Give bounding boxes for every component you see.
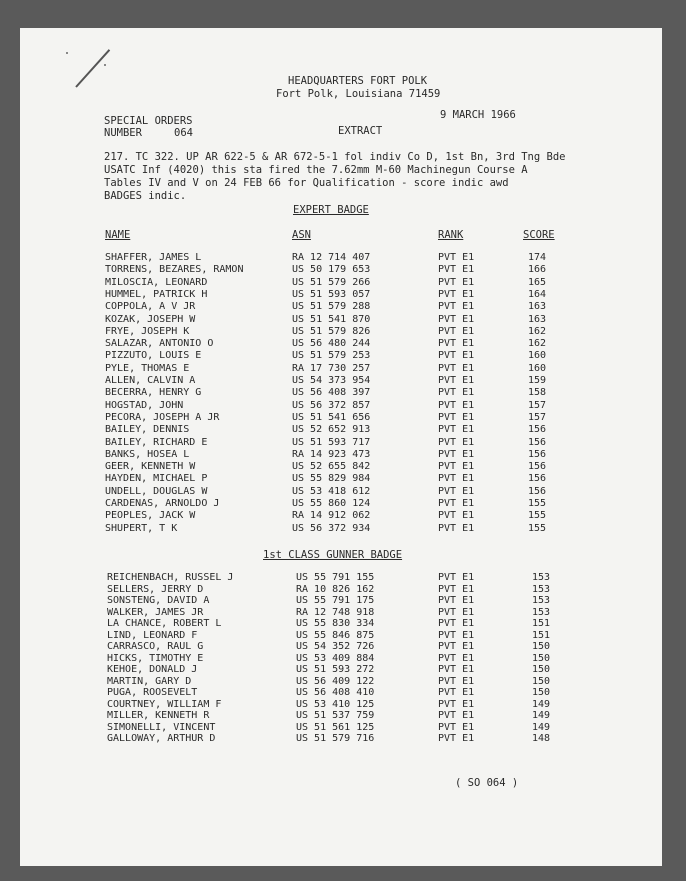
cell-score: 158: [528, 387, 547, 399]
cell-rank: PVT E1: [438, 313, 475, 325]
cell-score: 150: [532, 687, 551, 698]
table-row: [20, 607, 662, 619]
table-row: [20, 699, 662, 711]
cell-rank: PVT E1: [438, 522, 475, 534]
cell-score: 153: [532, 595, 551, 606]
cell-score: 149: [532, 698, 551, 710]
cell-score: 160: [528, 350, 547, 362]
cell-name: PIZZUTO, LOUIS E: [105, 350, 202, 362]
number-value: 064: [174, 127, 193, 139]
cell-score: 150: [532, 641, 551, 652]
cell-rank: PVT E1: [438, 276, 475, 288]
cell-asn: US 54 352 726: [296, 641, 375, 652]
cell-score: 166: [528, 264, 547, 276]
footer-reference: ( SO 064 ): [455, 777, 519, 789]
cell-score: 150: [532, 664, 551, 675]
table-row: [20, 486, 662, 498]
cell-asn: US 51 579 266: [292, 276, 371, 288]
cell-score: 164: [528, 288, 547, 300]
cell-score: 163: [528, 313, 547, 325]
cell-name: GEER, KENNETH W: [105, 461, 196, 473]
cell-rank: PVT E1: [438, 375, 475, 386]
cell-asn: US 53 410 125: [296, 698, 375, 710]
cell-asn: RA 12 748 918: [296, 606, 375, 618]
cell-asn: US 55 860 124: [292, 498, 371, 509]
cell-name: SONSTENG, DAVID A: [107, 595, 210, 606]
table-row: [20, 473, 662, 485]
table-row: [20, 618, 662, 630]
expert-badge-title: EXPERT BADGE: [293, 204, 369, 216]
table-row: [20, 338, 662, 350]
number-label: NUMBER: [104, 127, 142, 139]
col-header-rank: RANK: [438, 229, 464, 241]
table-row: [20, 664, 662, 676]
table-row: [20, 301, 662, 313]
cell-rank: PVT E1: [438, 595, 475, 606]
cell-rank: PVT E1: [438, 698, 475, 710]
cell-score: 159: [528, 375, 547, 386]
document-page: [20, 28, 662, 866]
cell-rank: PVT E1: [438, 641, 475, 652]
table-row: [20, 722, 662, 734]
cell-rank: PVT E1: [438, 618, 475, 629]
cell-rank: PVT E1: [438, 473, 475, 485]
cell-name: REICHENBACH, RUSSEL J: [107, 572, 234, 583]
cell-name: SELLERS, JERRY D: [107, 583, 204, 595]
cell-rank: PVT E1: [438, 652, 475, 664]
cell-asn: US 54 373 954: [292, 375, 371, 386]
special-orders-label: SPECIAL ORDERS: [104, 115, 193, 127]
header-line2: Fort Polk, Louisiana 71459: [276, 88, 441, 100]
cell-rank: PVT E1: [438, 710, 475, 721]
cell-name: PECORA, JOSEPH A JR: [105, 411, 220, 423]
cell-asn: US 56 372 934: [292, 522, 371, 534]
table-row: [20, 461, 662, 473]
table-row: [20, 510, 662, 522]
cell-name: KEHOE, DONALD J: [107, 664, 198, 675]
cell-name: HUMMEL, PATRICK H: [105, 288, 208, 300]
cell-score: 163: [528, 301, 547, 313]
cell-asn: US 55 791 155: [296, 572, 375, 583]
cell-asn: US 51 593 272: [296, 664, 375, 675]
cell-rank: PVT E1: [438, 498, 475, 509]
table-row: [20, 523, 662, 535]
table-row: [20, 277, 662, 289]
cell-rank: PVT E1: [438, 485, 475, 497]
cell-name: CARRASCO, RAUL G: [107, 641, 204, 652]
cell-score: 155: [528, 510, 547, 522]
table-row: [20, 326, 662, 338]
cell-name: SHAFFER, JAMES L: [105, 252, 202, 263]
cell-rank: PVT E1: [438, 510, 475, 522]
table-row: [20, 653, 662, 665]
cell-rank: PVT E1: [438, 424, 475, 436]
table-row: [20, 572, 662, 584]
cell-rank: PVT E1: [438, 675, 475, 687]
cell-asn: RA 14 923 473: [292, 448, 371, 460]
table-row: [20, 498, 662, 510]
cell-rank: PVT E1: [438, 687, 475, 698]
cell-name: BAILEY, DENNIS: [105, 424, 190, 436]
cell-score: 156: [528, 448, 547, 460]
cell-asn: US 56 408 410: [296, 687, 375, 698]
cell-name: SHUPERT, T K: [105, 522, 178, 534]
col-header-name: NAME: [105, 229, 131, 241]
cell-score: 155: [528, 498, 547, 509]
table-row: [20, 314, 662, 326]
cell-rank: PVT E1: [438, 338, 475, 350]
cell-name: HICKS, TIMOTHY E: [107, 652, 204, 664]
cell-score: 156: [528, 473, 547, 485]
cell-score: 148: [532, 733, 551, 744]
cell-name: BECERRA, HENRY G: [105, 387, 202, 399]
cell-asn: RA 10 826 162: [296, 583, 375, 595]
cell-score: 155: [528, 522, 547, 534]
cell-score: 162: [528, 325, 547, 337]
cell-rank: PVT E1: [438, 350, 475, 362]
cell-asn: RA 14 912 062: [292, 510, 371, 522]
cell-asn: US 56 480 244: [292, 338, 371, 350]
cell-asn: US 51 579 288: [292, 301, 371, 313]
cell-name: MILOSCIA, LEONARD: [105, 276, 208, 288]
cell-score: 150: [532, 675, 551, 687]
table-row: [20, 350, 662, 362]
cell-rank: PVT E1: [438, 461, 475, 473]
cell-name: CARDENAS, ARNOLDO J: [105, 498, 220, 509]
cell-score: 153: [532, 606, 551, 618]
cell-rank: PVT E1: [438, 264, 475, 276]
cell-name: COPPOLA, A V JR: [105, 301, 196, 313]
table-row: [20, 641, 662, 653]
cell-score: 153: [532, 572, 551, 583]
cell-score: 157: [528, 411, 547, 423]
paragraph-line1: 217. TC 322. UP AR 622-5 & AR 672-5-1 fol indiv Co D, 1st Bn, 3rd Tng Bde: [104, 151, 566, 163]
cell-name: PYLE, THOMAS E: [105, 362, 190, 374]
cell-rank: PVT E1: [438, 606, 475, 618]
speck: [104, 64, 106, 66]
cell-asn: US 51 541 656: [292, 411, 371, 423]
cell-name: ALLEN, CALVIN A: [105, 375, 196, 386]
cell-rank: PVT E1: [438, 664, 475, 675]
cell-asn: RA 17 730 257: [292, 362, 371, 374]
cell-asn: US 51 593 057: [292, 288, 371, 300]
table-row: [20, 733, 662, 745]
paragraph-line4: BADGES indic.: [104, 190, 187, 202]
cell-score: 153: [532, 583, 551, 595]
cell-rank: PVT E1: [438, 325, 475, 337]
cell-rank: PVT E1: [438, 733, 475, 744]
table-row: [20, 710, 662, 722]
cell-name: KOZAK, JOSEPH W: [105, 313, 196, 325]
pen-mark: [75, 49, 110, 87]
cell-name: PUGA, ROOSEVELT: [107, 687, 198, 698]
cell-name: TORRENS, BEZARES, RAMON: [105, 264, 244, 276]
header-line1: HEADQUARTERS FORT POLK: [288, 75, 428, 87]
cell-asn: US 51 579 253: [292, 350, 371, 362]
cell-asn: US 52 652 913: [292, 424, 371, 436]
cell-rank: PVT E1: [438, 629, 475, 641]
table-row: [20, 289, 662, 301]
table-row: [20, 400, 662, 412]
table-row: [20, 375, 662, 387]
cell-rank: PVT E1: [438, 362, 475, 374]
cell-rank: PVT E1: [438, 288, 475, 300]
cell-rank: PVT E1: [438, 448, 475, 460]
cell-score: 150: [532, 652, 551, 664]
cell-name: WALKER, JAMES JR: [107, 606, 204, 618]
table-row: [20, 584, 662, 596]
table-row: [20, 252, 662, 264]
table-row: [20, 437, 662, 449]
table-row: [20, 424, 662, 436]
paragraph-line2: USATC Inf (4020) this sta fired the 7.62mm M-60 Machinegun Course A: [104, 164, 528, 176]
cell-score: 151: [532, 629, 551, 641]
cell-name: SIMONELLI, VINCENT: [107, 721, 216, 733]
table-row: [20, 676, 662, 688]
order-date: 9 MARCH 1966: [440, 109, 516, 121]
cell-asn: US 52 655 842: [292, 461, 371, 473]
cell-name: HOGSTAD, JOHN: [105, 399, 184, 411]
cell-rank: PVT E1: [438, 252, 475, 263]
cell-name: LA CHANCE, ROBERT L: [107, 618, 222, 629]
cell-asn: US 51 579 716: [296, 733, 375, 744]
gunner-badge-title: 1st CLASS GUNNER BADGE: [263, 549, 403, 561]
cell-asn: RA 12 714 407: [292, 252, 371, 263]
cell-asn: US 53 418 612: [292, 485, 371, 497]
cell-rank: PVT E1: [438, 572, 475, 583]
col-header-score: SCORE: [523, 229, 555, 241]
cell-rank: PVT E1: [438, 399, 475, 411]
table-row: [20, 264, 662, 276]
extract-label: EXTRACT: [338, 125, 383, 137]
cell-rank: PVT E1: [438, 301, 475, 313]
cell-asn: US 55 830 334: [296, 618, 375, 629]
cell-asn: US 51 593 717: [292, 436, 371, 448]
cell-rank: PVT E1: [438, 583, 475, 595]
cell-score: 149: [532, 721, 551, 733]
table-row: [20, 363, 662, 375]
cell-score: 165: [528, 276, 547, 288]
cell-name: GALLOWAY, ARTHUR D: [107, 733, 216, 744]
table-row: [20, 595, 662, 607]
cell-asn: US 51 579 826: [292, 325, 371, 337]
table-row: [20, 412, 662, 424]
table-row: [20, 630, 662, 642]
cell-name: HAYDEN, MICHAEL P: [105, 473, 208, 485]
cell-score: 151: [532, 618, 551, 629]
cell-name: SALAZAR, ANTONIO O: [105, 338, 214, 350]
cell-score: 174: [528, 252, 547, 263]
cell-asn: US 51 537 759: [296, 710, 375, 721]
cell-score: 149: [532, 710, 551, 721]
cell-asn: US 51 561 125: [296, 721, 375, 733]
cell-asn: US 56 409 122: [296, 675, 375, 687]
table-row: [20, 687, 662, 699]
cell-name: FRYE, JOSEPH K: [105, 325, 190, 337]
cell-asn: US 50 179 653: [292, 264, 371, 276]
cell-rank: PVT E1: [438, 411, 475, 423]
cell-asn: US 53 409 884: [296, 652, 375, 664]
cell-name: COURTNEY, WILLIAM F: [107, 698, 222, 710]
cell-asn: US 56 372 857: [292, 399, 371, 411]
cell-score: 156: [528, 485, 547, 497]
cell-score: 160: [528, 362, 547, 374]
cell-asn: US 55 846 875: [296, 629, 375, 641]
cell-asn: US 56 408 397: [292, 387, 371, 399]
table-row: [20, 449, 662, 461]
cell-asn: US 51 541 870: [292, 313, 371, 325]
table-row: [20, 387, 662, 399]
cell-rank: PVT E1: [438, 387, 475, 399]
paragraph-line3: Tables IV and V on 24 FEB 66 for Qualification - score indic awd: [104, 177, 509, 189]
cell-score: 157: [528, 399, 547, 411]
cell-name: BANKS, HOSEA L: [105, 448, 190, 460]
col-header-asn: ASN: [292, 229, 311, 241]
cell-asn: US 55 791 175: [296, 595, 375, 606]
cell-name: LIND, LEONARD F: [107, 629, 198, 641]
cell-name: PEOPLES, JACK W: [105, 510, 196, 522]
cell-score: 156: [528, 424, 547, 436]
cell-name: MILLER, KENNETH R: [107, 710, 210, 721]
cell-score: 156: [528, 436, 547, 448]
cell-score: 156: [528, 461, 547, 473]
cell-rank: PVT E1: [438, 436, 475, 448]
cell-score: 162: [528, 338, 547, 350]
cell-name: UNDELL, DOUGLAS W: [105, 485, 208, 497]
speck: [66, 52, 68, 54]
cell-name: BAILEY, RICHARD E: [105, 436, 208, 448]
cell-asn: US 55 829 984: [292, 473, 371, 485]
cell-name: MARTIN, GARY D: [107, 675, 192, 687]
cell-rank: PVT E1: [438, 721, 475, 733]
